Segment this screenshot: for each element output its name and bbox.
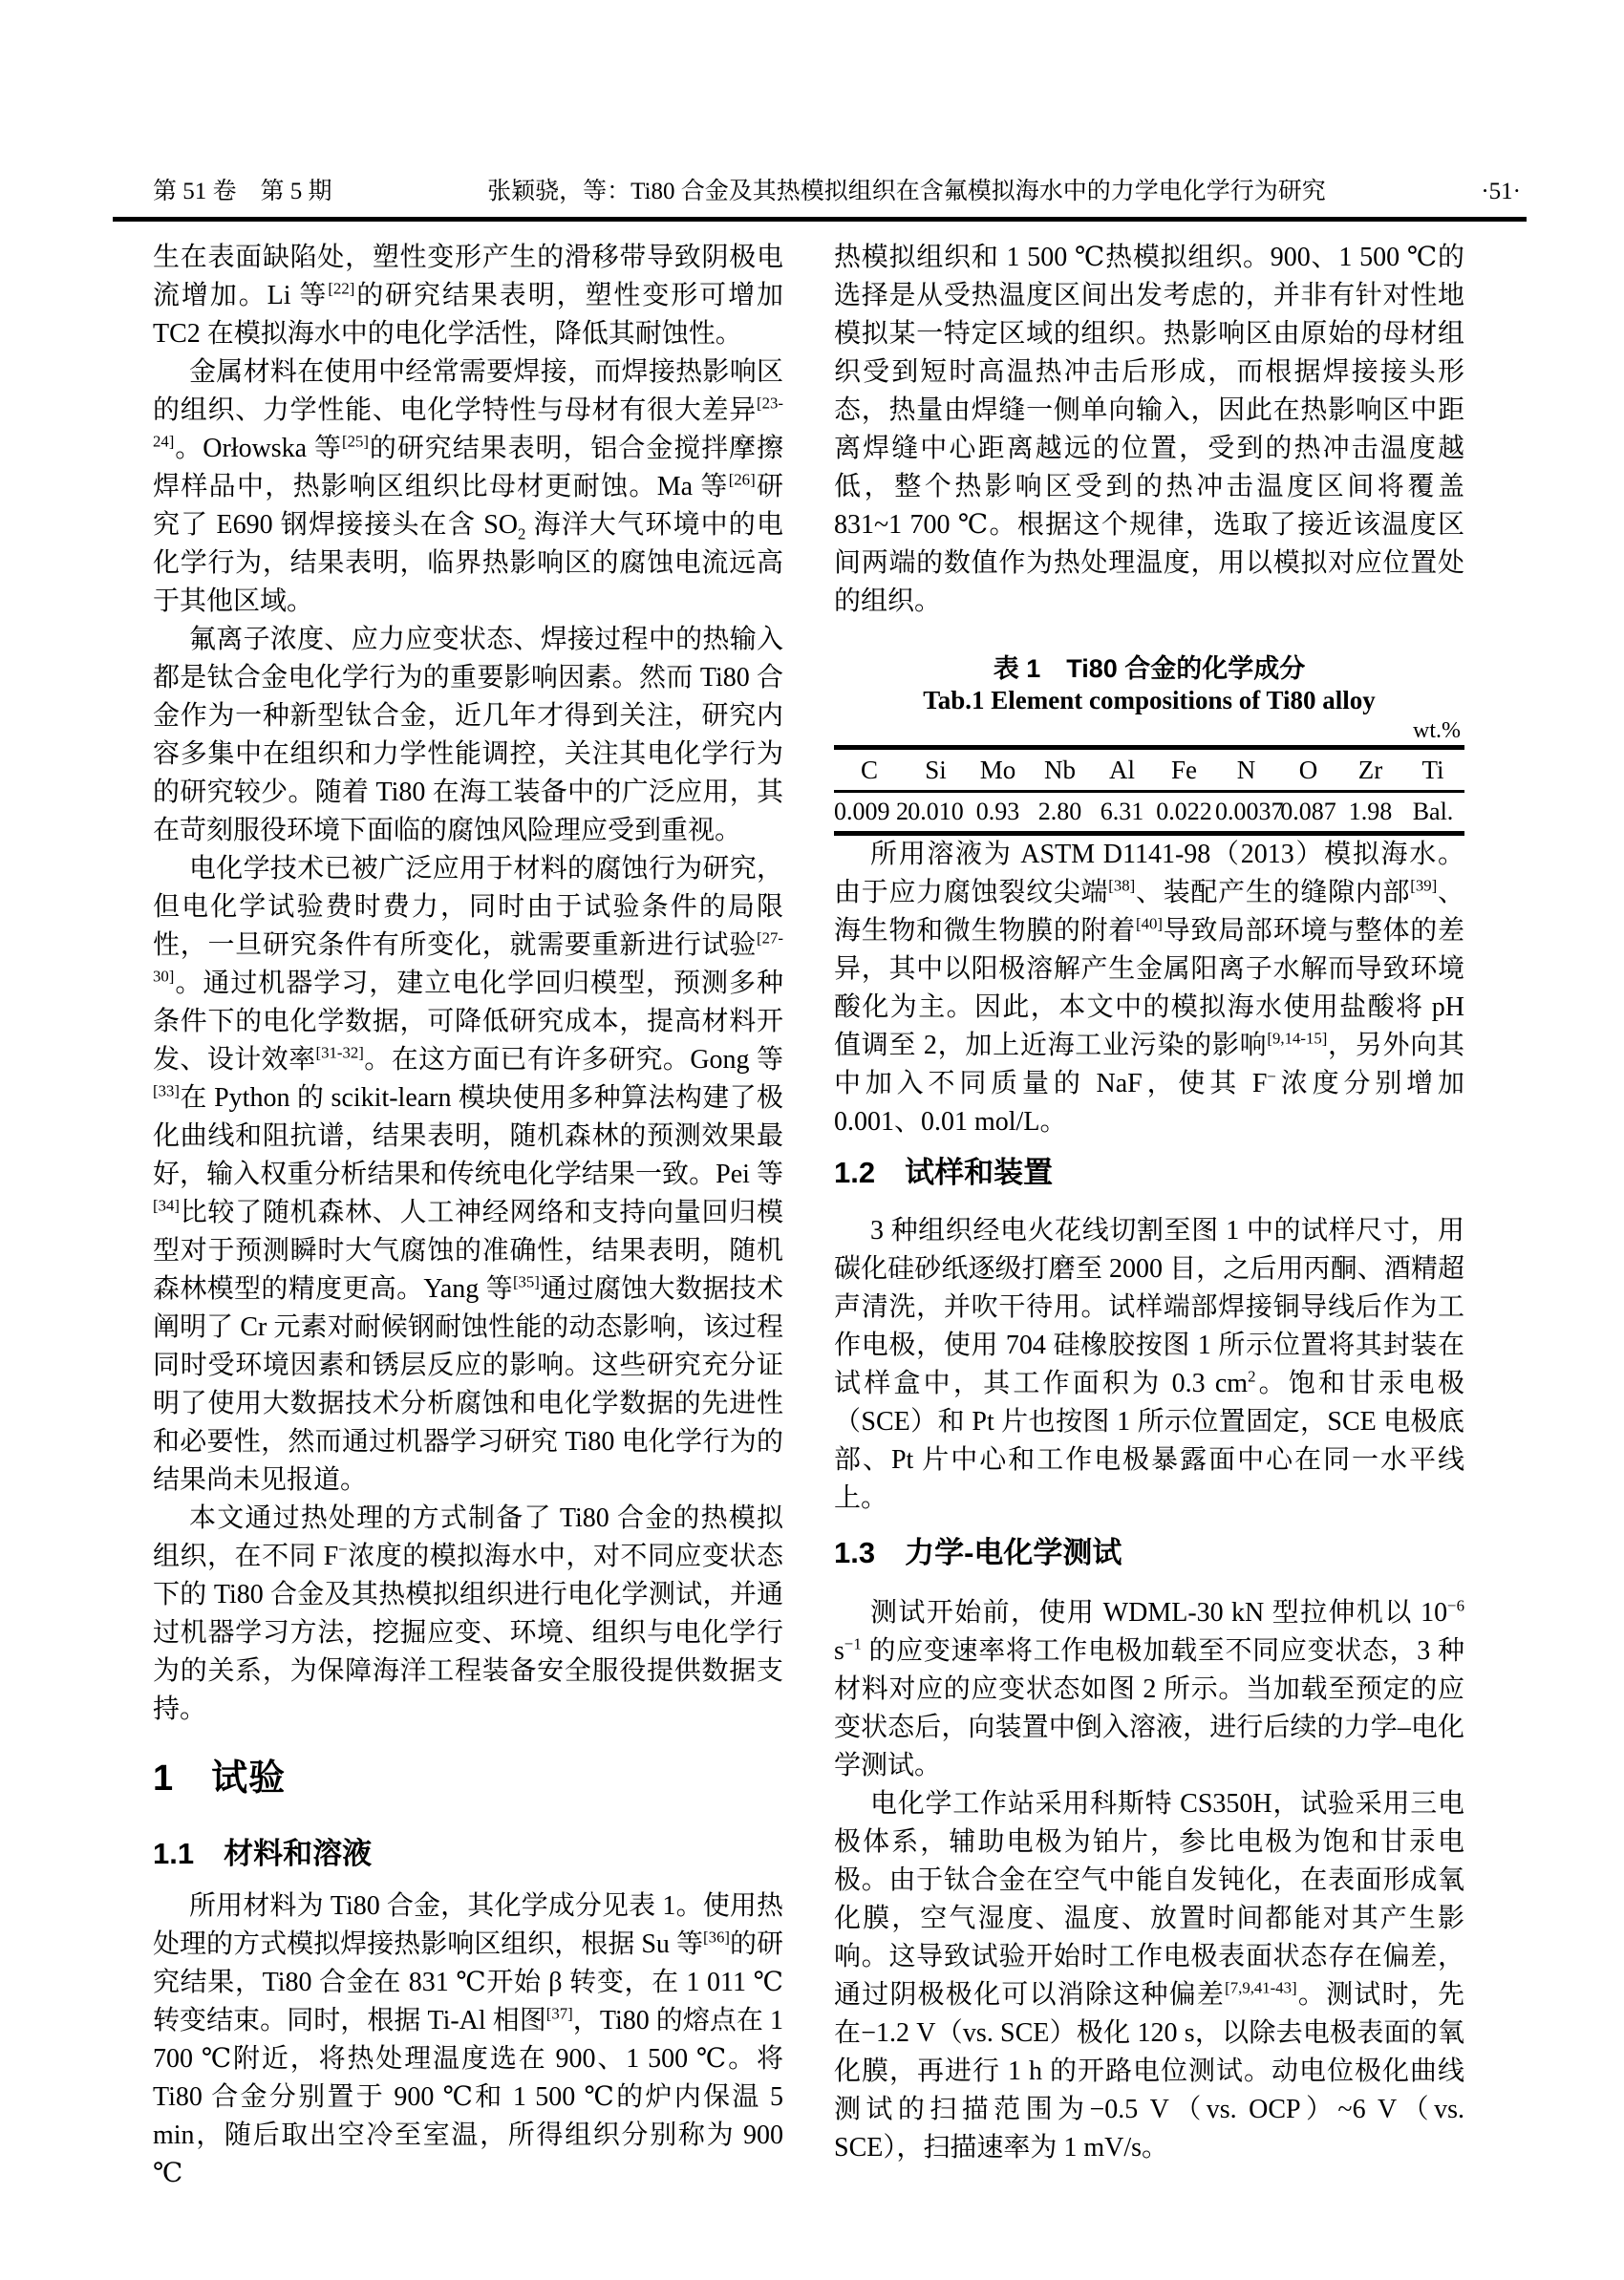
section-heading-1-2: 1.2 试样和装置: [834, 1156, 1054, 1189]
table-header-cell: Si: [905, 748, 967, 792]
table-header-cell: C: [834, 748, 905, 792]
section-heading-1-3: 1.3 力学-电化学测试: [834, 1536, 1122, 1569]
table-cell: 2.80: [1037, 798, 1082, 825]
right-column: [834, 239, 1464, 2167]
table-cell: 1.98: [1348, 798, 1393, 825]
paragraph-welding-haz: 金属材料在使用中经常需要焊接，而焊接热影响区的组织、力学性能、电化学特性与母材有很大差异[23-24]。Orłowska 等[25]的研究结果表明，铝合金搅拌摩擦焊样品中，热影响区组织比母材更耐蚀。Ma 等[26]研究了 E690 钢焊接接头在含 $SO_2$ 海洋大气环境中的电化学行为，结果表明，临界热影响区的腐蚀电流远高于其他区域。: [153, 357, 783, 616]
volume-issue: 第 51 卷 第 5 期: [153, 179, 332, 204]
paragraph-electrochemical-station: 电化学工作站采用科斯特 CS350H，试验采用三电极体系，辅助电极为铂片，参比电极为饱和甘汞电极。由于钛合金在空气中能自发钝化，在表面形成氧化膜，空气湿度、温度、放置时间都能对其产生影响。这导致试验开始时工作电极表面状态存在偏差，通过阴极极化可以消除这种偏差[7,9,41-43]。测试时，先在−1.2 V（vs. SCE）极化 120 s，以除去电极表面的氧化膜，再进行 1 h 的开路电位测试。动电位极化曲线测试的扫描范围为−0.5 V（vs. OCP）~6 V（vs. SCE），扫描速率为 1 mV/s。: [834, 1789, 1464, 2163]
table-cell: 0.93: [975, 798, 1020, 825]
table-header-cell: Mo: [967, 748, 1029, 792]
page-number: ·51·: [1481, 179, 1521, 204]
table-cell: 0.0037: [1215, 798, 1284, 825]
table-unit-label: wt.%: [1413, 718, 1461, 743]
table-header-cell: O: [1277, 748, 1339, 792]
paragraph-mechanical-test: 测试开始前，使用 WDML-30 kN 型拉伸机以 $10^{-6}$ $s^{-1}$ 的应变速率将工作电极加载至不同应变状态，3 种材料对应的应变状态如图 2 所示。当加载至预定的应变状态后，向装置中倒入溶液，进行后续的力学–电化学测试。: [834, 1596, 1464, 1780]
table-caption-zh: 表 1 Ti80 合金的化学成分: [993, 654, 1306, 683]
table-cell: 6.31: [1100, 798, 1144, 825]
table-header-cell: N: [1215, 748, 1277, 792]
header-rule: [113, 217, 1527, 222]
section-heading-1-1: 1.1 材料和溶液: [153, 1837, 373, 1870]
paragraph-materials: 所用材料为 Ti80 合金，其化学成分见表 1。使用热处理的方式模拟焊接热影响区组织，根据 Su 等[36]的研究结果，Ti80 合金在 831 ℃开始 β 转变，在 1 011 ℃转变结束。同时，根据 Ti-Al 相图[37]，Ti80 的熔点在 1 700 ℃附近，将热处理温度选在 900、1 500 ℃。将 Ti80 合金分别置于 900 ℃和 1 500 ℃的炉内保温 5 min，随后取出空冷至室温，所得组织分别称为 900 ℃: [153, 1891, 783, 2188]
table-header-cell: Al: [1091, 748, 1153, 792]
paragraph-fluoride-factors: 氟离子浓度、应力应变状态、焊接过程中的热输入都是钛合金电化学行为的重要影响因素。然而 Ti80 合金作为一种新型钛合金，近几年才得到关注，研究内容多集中在组织和力学性能调控，关注其电化学行为的研究较少。随着 Ti80 在海工装备中的广泛应用，其在苛刻服役环境下面临的腐蚀风险理应受到重视。: [153, 625, 783, 845]
table-cell: 0.009 2: [834, 798, 908, 825]
left-column: [153, 239, 783, 2193]
running-title: 张颖骁，等：Ti80 合金及其热模拟组织在含氟模拟海水中的力学电化学行为研究: [487, 179, 1326, 204]
table-cell: 0.087: [1280, 798, 1336, 825]
table-header-cell: Nb: [1029, 748, 1091, 792]
running-head: [113, 178, 1527, 206]
table-header-row: [834, 748, 1464, 792]
paragraph-continuation: 生在表面缺陷处，塑性变形产生的滑移带导致阴极电流增加。Li 等[22]的研究结果表明，塑性变形可增加 TC2 在模拟海水中的电化学活性，降低其耐蚀性。: [153, 243, 783, 349]
table-1-block: [834, 653, 1464, 836]
composition-table: [834, 745, 1464, 836]
table-caption-en: Tab.1 Element compositions of Ti80 alloy: [923, 686, 1376, 714]
paragraph-heat-simulated: 热模拟组织和 1 500 ℃热模拟组织。900、1 500 ℃的选择是从受热温度区间出发考虑的，并非有针对性地模拟某一特定区域的组织。热影响区由原始的母材组织受到短时高温热冲击后形成，而根据焊接接头形态，热量由焊缝一侧单向输入，因此在热影响区中距离焊缝中心距离越远的位置，受到的热冲击温度越低，整个热影响区受到的热冲击温度区间将覆盖 831~1 700 ℃。根据这个规律，选取了接近该温度区间两端的数值作为热处理温度，用以模拟对应位置处的组织。: [834, 243, 1464, 616]
table-cell: Bal.: [1412, 798, 1454, 825]
paragraph-solution: 所用溶液为 ASTM D1141-98（2013）模拟海水。由于应力腐蚀裂纹尖端[38]、装配产生的缝隙内部[39]、海生物和微生物膜的附着[40]导致局部环境与整体的差异，其中以阳极溶解产生金属阳离子水解而导致环境酸化为主。因此，本文中的模拟海水使用盐酸将 pH 值调至 2，加上近海工业污染的影响[9,14-15]，另外向其中加入不同质量的 NaF，使其 F−浓度分别增加 0.001、0.01 mol/L。: [834, 840, 1464, 1137]
table-header-cell: Ti: [1401, 748, 1464, 792]
table-cell: 0.022: [1156, 798, 1212, 825]
table-header-cell: Fe: [1153, 748, 1215, 792]
table-value-row: [834, 792, 1464, 834]
paragraph-this-work: 本文通过热处理的方式制备了 Ti80 合金的热模拟组织，在不同 F−浓度的模拟海水中，对不同应变状态下的 Ti80 合金及其热模拟组织进行电化学测试，并通过机器学习方法，挖掘应变、环境、组织与电化学行为的关系，为保障海洋工程装备安全服役提供数据支持。: [153, 1503, 783, 1724]
section-heading-1: 1 试验: [153, 1758, 287, 1799]
paragraph-specimen-setup: 3 种组织经电火花线切割至图 1 中的试样尺寸，用碳化硅砂纸逐级打磨至 2000 目，之后用丙酮、酒精超声清洗，并吹干待用。试样端部焊接铜导线后作为工作电极，使用 704 硅橡胶按图 1 所示位置将其封装在试样盒中，其工作面积为 0.3 $cm^2$。饱和甘汞电极（SCE）和 Pt 片也按图 1 所示位置固定，SCE 电极底部、Pt 片中心和工作电极暴露面中心在同一水平线上。: [834, 1216, 1464, 1513]
table-header-cell: Zr: [1339, 748, 1401, 792]
paragraph-machine-learning: 电化学技术已被广泛应用于材料的腐蚀行为研究，但电化学试验费时费力，同时由于试验条件的局限性，一旦研究条件有所变化，就需要重新进行试验[27-30]。通过机器学习，建立电化学回归模型，预测多种条件下的电化学数据，可降低研究成本，提高材料开发、设计效率[31-32]。在这方面已有许多研究。Gong 等[33]在 Python 的 scikit-learn 模块使用多种算法构建了极化曲线和阻抗谱，结果表明，随机森林的预测效果最好，输入权重分析结果和传统电化学结果一致。Pei 等[34]比较了随机森林、人工神经网络和支持向量回归模型对于预测瞬时大气腐蚀的准确性，结果表明，随机森林模型的精度更高。Yang 等[35]通过腐蚀大数据技术阐明了 Cr 元素对耐候钢耐蚀性能的动态影响，该过程同时受环境因素和锈层反应的影响。这些研究充分证明了使用大数据技术分析腐蚀和电化学数据的先进性和必要性，然而通过机器学习研究 Ti80 电化学行为的结果尚未见报道。: [153, 854, 783, 1495]
table-cell: 0.010: [908, 798, 964, 825]
